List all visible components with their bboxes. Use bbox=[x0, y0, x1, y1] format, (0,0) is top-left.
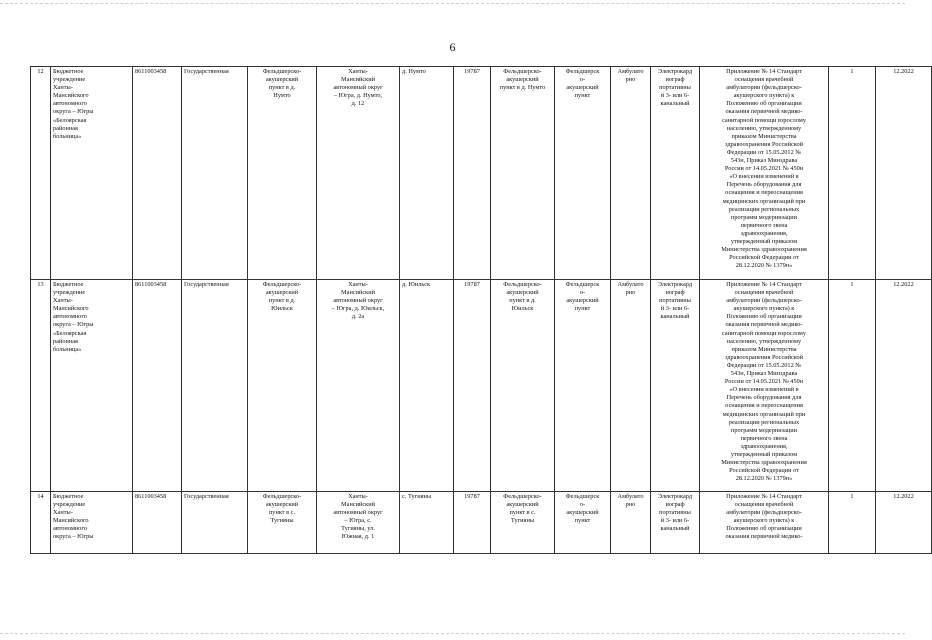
cell-address: Ханты- Мансийский автономный округ – Югра, д. Юильск, д. 2а bbox=[317, 280, 400, 492]
scan-bottom-edge bbox=[0, 633, 905, 635]
cell-qty: 1 bbox=[829, 492, 876, 554]
cell-address: Ханты- Мансийский автономный округ – Югра, с. Тугияны, ул. Южная, д. 1 bbox=[317, 492, 400, 554]
cell-address: Ханты- Мансийский автономный округ – Югра, д. Нумто, д. 12 bbox=[317, 67, 400, 280]
scan-top-edge bbox=[0, 3, 905, 5]
cell-settlement: с. Тугияны bbox=[400, 492, 454, 554]
cell-date: 12.2022 bbox=[876, 280, 932, 492]
cell-inn: 8611003458 bbox=[133, 280, 182, 492]
cell-settlement: д. Юильск bbox=[400, 280, 454, 492]
table-row bbox=[31, 67, 932, 280]
cell-care-form: Амбулато рно bbox=[611, 280, 651, 492]
cell-care-form: Амбулато рно bbox=[611, 67, 651, 280]
cell-org: Бюджетное учреждение Ханты- Мансийского автономного округа – Югры «Белоярская районная больница» bbox=[51, 280, 133, 492]
cell-equipment: Электрокард иограф портативны й 3- или 6- канальный bbox=[651, 280, 700, 492]
cell-num: 12 bbox=[31, 67, 51, 280]
cell-code: 19787 bbox=[454, 67, 491, 280]
cell-basis: Приложение № 14 Стандарт оснащения врачебной амбулатории (фельдшерско- акушерского пункта) к Положению об организации оказания первичной медико- санитарной помощи взрослому населению, утвержденному приказом Министерства здравоохранения Российской Федерации от 15.05.2012 № 543н, Приказ Минздрава России от 14.05.2021 № 450н «О внесении изменений в Перечень оборудования для оснащения и переоснащения медицинских организаций при реализации региональных программ модернизации первичного звена здравоохранения, утвержденный приказом Министерства здравоохранения Российской Федерации от 28.12.2020 № 1379н» bbox=[700, 280, 829, 492]
cell-inn: 8611003458 bbox=[133, 492, 182, 554]
table-row bbox=[31, 280, 932, 492]
cell-code: 19787 bbox=[454, 492, 491, 554]
cell-code: 19787 bbox=[454, 280, 491, 492]
cell-facility: Фельдшерско- акушерский пункт в д. Юильск bbox=[248, 280, 317, 492]
cell-qty: 1 bbox=[829, 67, 876, 280]
equipment-table bbox=[30, 66, 932, 554]
cell-equipment: Электрокард иограф портативны й 3- или 6- канальный bbox=[651, 67, 700, 280]
page-number: 6 bbox=[449, 40, 456, 54]
cell-unit: Фельдшерско- акушерский пункт в д. Нумто bbox=[491, 67, 555, 280]
cell-unit-type: Фельдшерск о- акушерский пункт bbox=[555, 67, 611, 280]
cell-unit-type: Фельдшерск о- акушерский пункт bbox=[555, 280, 611, 492]
cell-org: Бюджетное учреждение Ханты- Мансийского автономного округа – Югры «Белоярская районная больница» bbox=[51, 67, 133, 280]
cell-num: 13 bbox=[31, 280, 51, 492]
cell-care-form: Амбулато рно bbox=[611, 492, 651, 554]
cell-ownership: Государственная bbox=[182, 280, 248, 492]
cell-qty: 1 bbox=[829, 280, 876, 492]
cell-unit-type: Фельдшерск о- акушерский пункт bbox=[555, 492, 611, 554]
cell-facility: Фельдшерско- акушерский пункт в д. Нумто bbox=[248, 67, 317, 280]
cell-unit: Фельдшерско- акушерский пункт в д. Юильск bbox=[491, 280, 555, 492]
cell-settlement: д. Нумто bbox=[400, 67, 454, 280]
cell-basis: Приложение № 14 Стандарт оснащения врачебной амбулатории (фельдшерско- акушерского пункта) к Положению об организации оказания первичной медико- санитарной помощи взрослому населению, утвержденному приказом Министерства здравоохранения Российской Федерации от 15.05.2012 № 543н, Приказ Минздрава России от 14.05.2021 № 450н «О внесении изменений в Перечень оборудования для оснащения и переоснащения медицинских организаций при реализации региональных программ модернизации первичного звена здравоохранения, утвержденный приказом Министерства здравоохранения Российской Федерации от 28.12.2020 № 1379н» bbox=[700, 67, 829, 280]
table-body bbox=[31, 67, 932, 554]
cell-equipment: Электрокард иограф портативны й 3- или 6- канальный bbox=[651, 492, 700, 554]
cell-unit: Фельдшерско- акушерский пункт в с. Тугияны bbox=[491, 492, 555, 554]
cell-date: 12.2022 bbox=[876, 492, 932, 554]
cell-facility: Фельдшерско- акушерский пункт в с. Тугияны bbox=[248, 492, 317, 554]
cell-num: 14 bbox=[31, 492, 51, 554]
cell-inn: 8611003458 bbox=[133, 67, 182, 280]
cell-date: 12.2022 bbox=[876, 67, 932, 280]
cell-ownership: Государственная bbox=[182, 67, 248, 280]
cell-basis: Приложение № 14 Стандарт оснащения врачебной амбулатории (фельдшерско- акушерского пункта) к Положению об организации оказания первичной медико- bbox=[700, 492, 829, 554]
table-row bbox=[31, 492, 932, 554]
cell-org: Бюджетное учреждение Ханты- Мансийского автономного округа – Югры bbox=[51, 492, 133, 554]
cell-ownership: Государственная bbox=[182, 492, 248, 554]
